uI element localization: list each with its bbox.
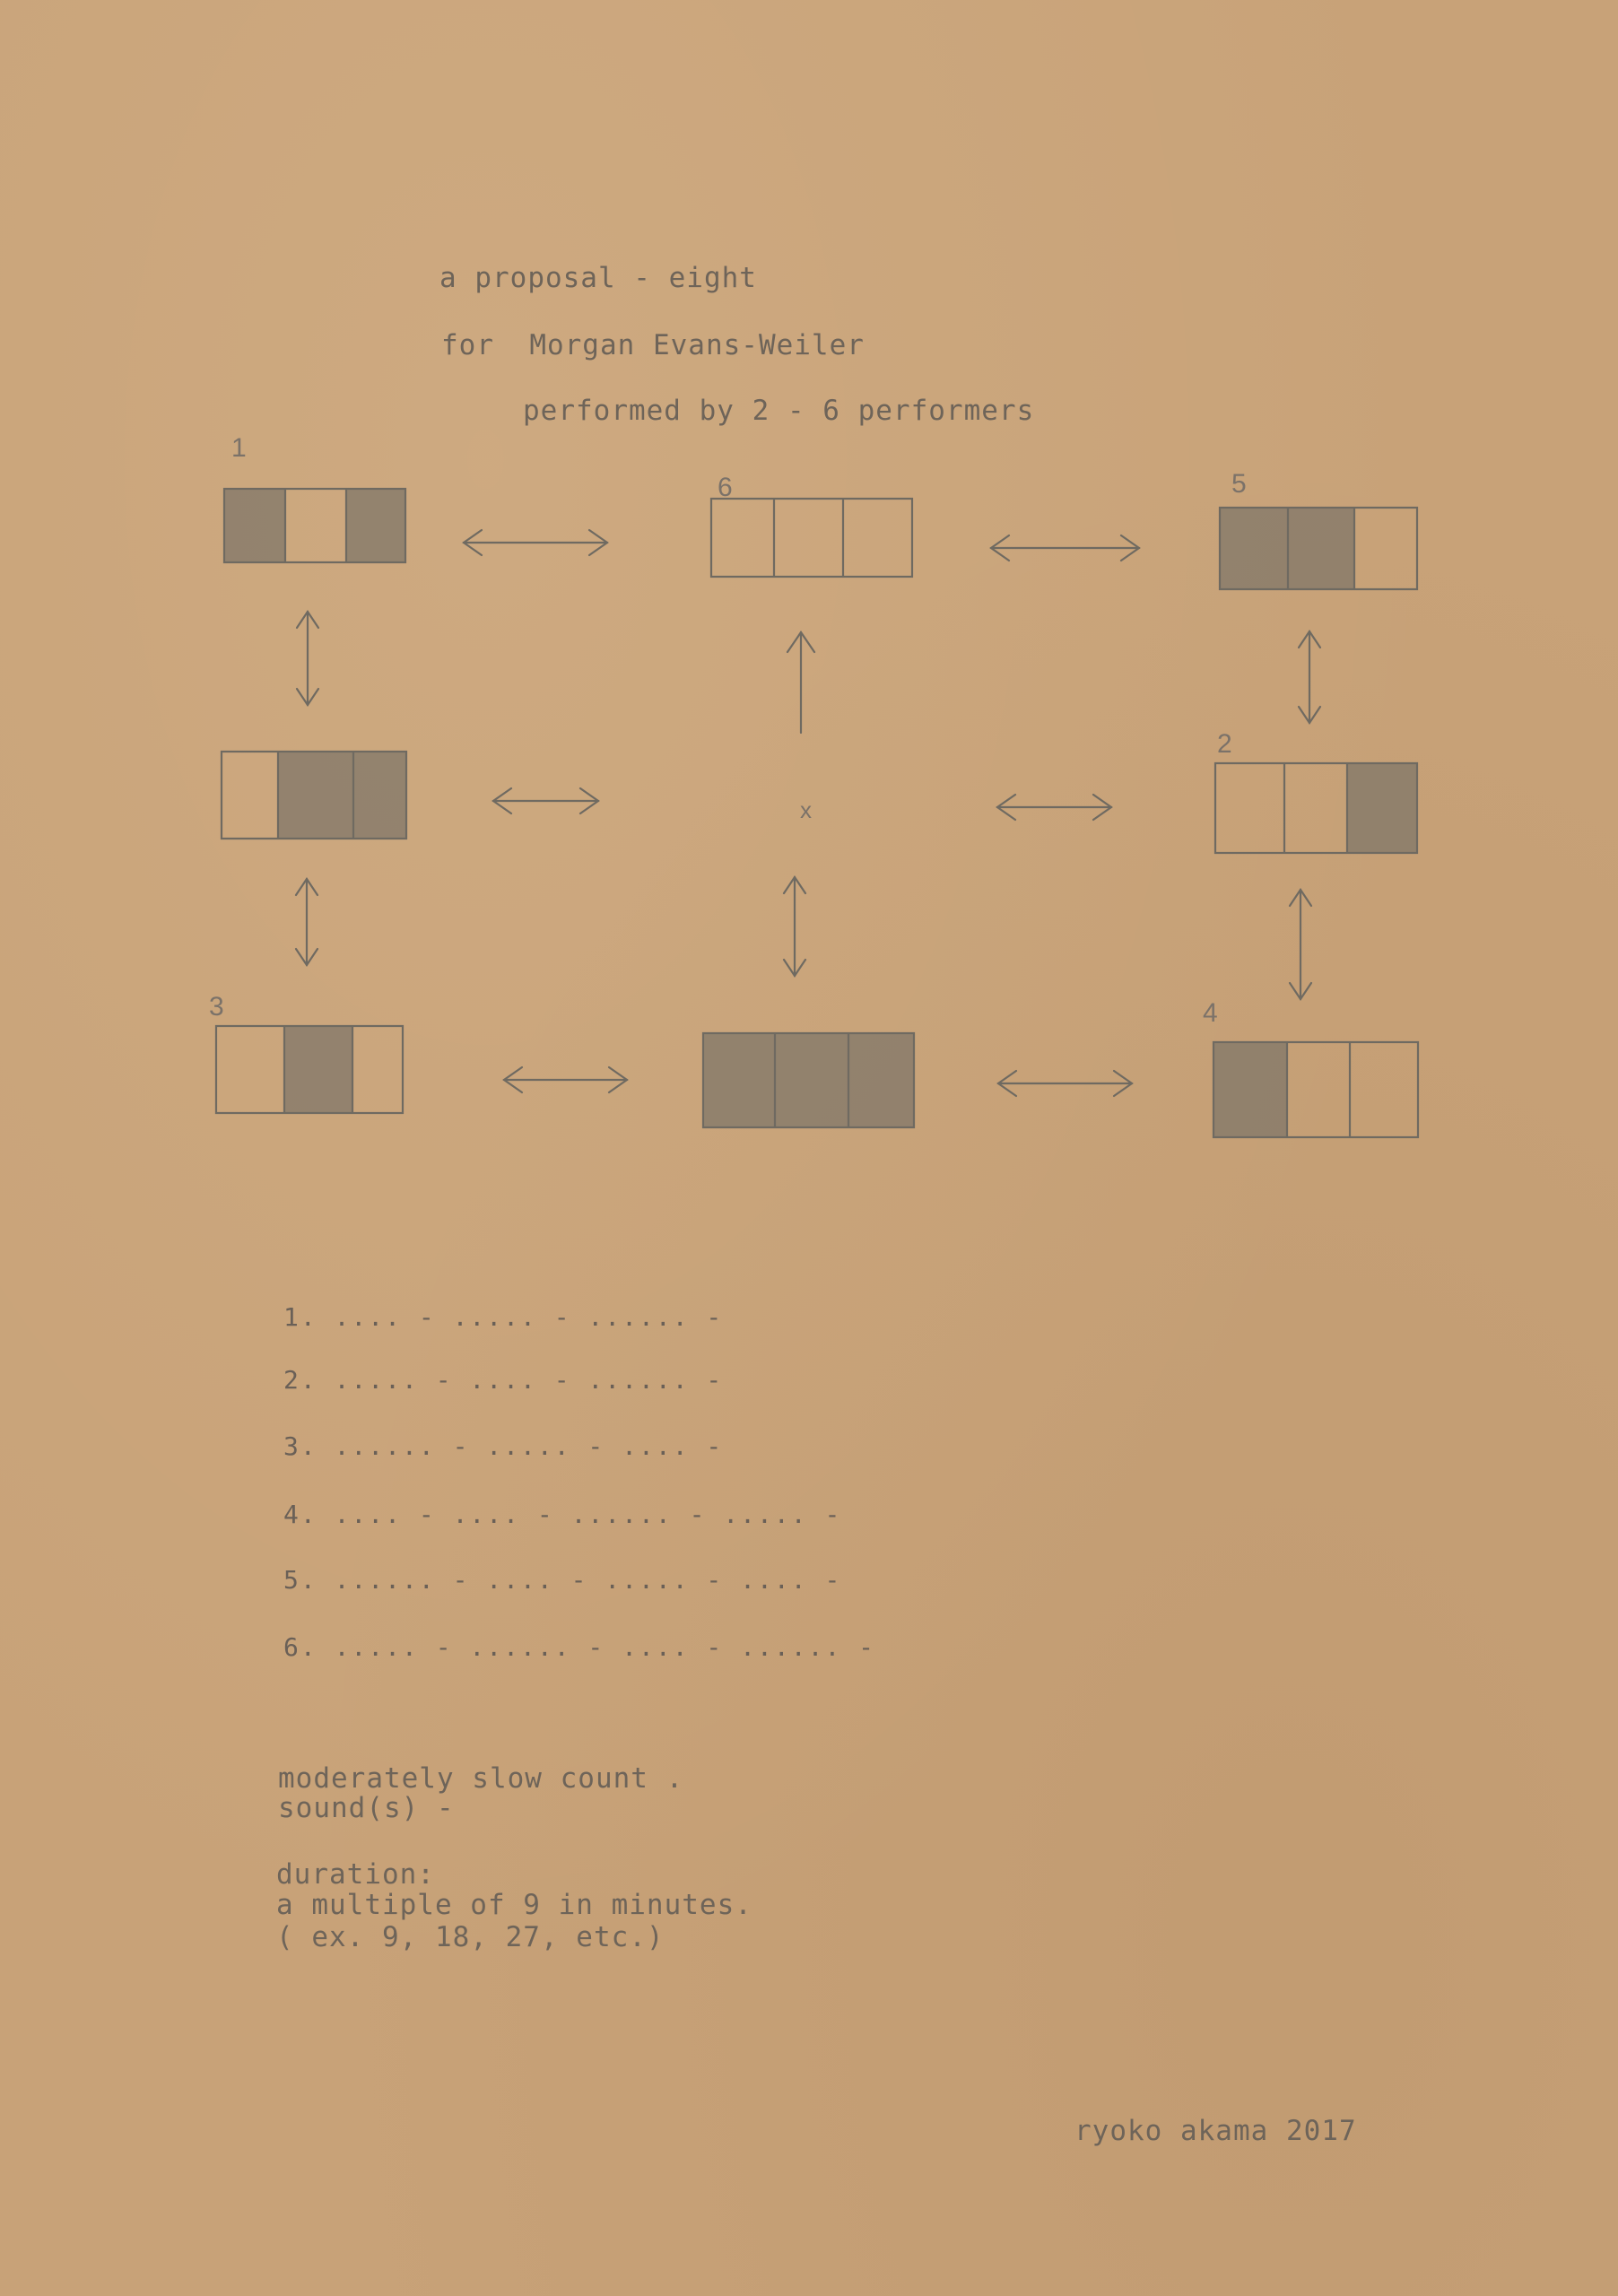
- duration-text: a multiple of 9 in minutes.: [276, 1889, 752, 1921]
- duration-examples: ( ex. 9, 18, 27, etc.): [276, 1921, 665, 1953]
- arrow-1-left: [297, 612, 318, 705]
- box-left-middle: [222, 752, 406, 839]
- box-5-cell-1-shaded: [1220, 508, 1288, 589]
- author-signature: ryoko akama 2017: [1074, 2115, 1357, 2147]
- box-label-4: 4: [1203, 998, 1218, 1028]
- sequence-line-4: 4. .... - .... - ...... - ..... -: [283, 1500, 842, 1529]
- center-mark: x: [800, 796, 812, 823]
- arrow-1-6: [464, 530, 607, 555]
- arrow-center-6: [787, 632, 814, 733]
- box-3-cell-2-shaded: [284, 1026, 352, 1113]
- box-4: [1214, 1042, 1418, 1137]
- dedication: for Morgan Evans-Weiler: [441, 329, 865, 361]
- sequence-line-5: 5. ...... - .... - ..... - .... -: [283, 1565, 842, 1595]
- arrow-2-4: [1290, 890, 1311, 999]
- sequence-line-6: 6. ..... - ...... - .... - ...... -: [283, 1632, 876, 1662]
- arrow-left-3: [296, 879, 318, 965]
- box-3: [216, 1026, 403, 1113]
- box-label-5: 5: [1231, 469, 1247, 499]
- tempo-note: moderately slow count .: [278, 1762, 684, 1795]
- arrow-center-2: [997, 795, 1111, 820]
- arrow-left-center: [493, 788, 598, 813]
- box-label-2: 2: [1217, 729, 1232, 759]
- box-1-cell-3-shaded: [346, 489, 405, 562]
- score-title: a proposal - eight: [439, 262, 757, 294]
- box-2: [1215, 763, 1417, 853]
- arrow-5-2: [1299, 631, 1320, 723]
- box-1-cell-1-shaded: [224, 489, 285, 562]
- arrow-6-5: [991, 535, 1139, 561]
- box-2-cell-3-shaded: [1347, 763, 1417, 853]
- sound-note: sound(s) -: [278, 1792, 455, 1824]
- arrow-3-bottom: [504, 1067, 627, 1092]
- duration-label: duration:: [276, 1858, 435, 1891]
- box-4-cell-1-shaded: [1214, 1042, 1287, 1137]
- box-5-cell-2-shaded: [1288, 508, 1354, 589]
- box-label-3: 3: [209, 992, 224, 1022]
- box-bottom-center: [703, 1033, 914, 1127]
- arrow-center-bottom: [784, 877, 805, 976]
- performer-count: performed by 2 - 6 performers: [523, 395, 1035, 427]
- box-6: [711, 499, 912, 577]
- arrow-bottom-4: [998, 1071, 1132, 1096]
- box-5: [1220, 508, 1417, 589]
- box-1: [224, 489, 405, 562]
- sequence-line-2: 2. ..... - .... - ...... -: [283, 1365, 724, 1395]
- box-label-1: 1: [231, 433, 247, 463]
- sequence-line-1: 1. .... - ..... - ...... -: [283, 1302, 724, 1332]
- box-label-6: 6: [718, 473, 733, 502]
- sequence-line-3: 3. ...... - ..... - .... -: [283, 1431, 724, 1461]
